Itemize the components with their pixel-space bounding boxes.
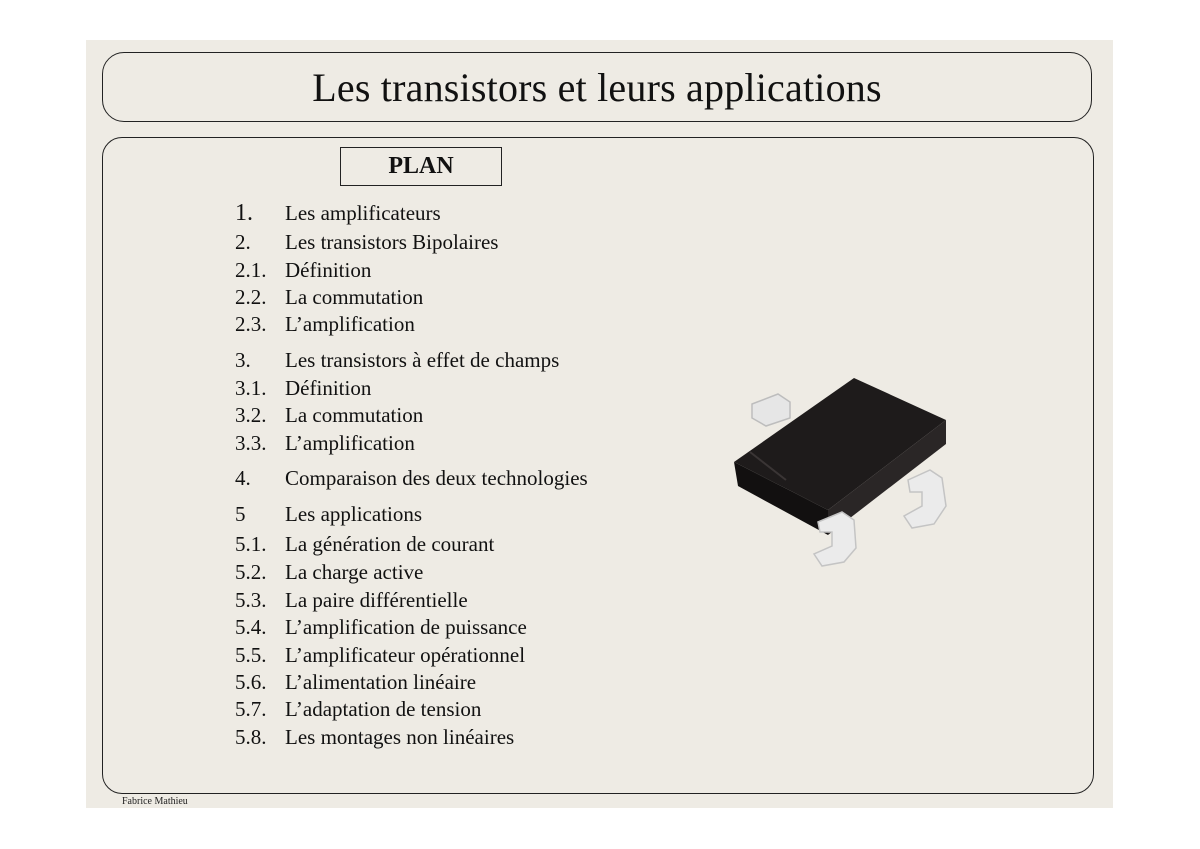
- toc-item: [235, 376, 371, 401]
- toc-label: L’amplification: [285, 312, 415, 336]
- toc-number: 3.: [235, 348, 251, 372]
- toc-item: [235, 285, 423, 310]
- toc-item: [235, 615, 527, 640]
- toc-label: La commutation: [285, 403, 424, 427]
- toc-label: Les transistors Bipolaires: [285, 230, 499, 254]
- toc-label: La commutation: [285, 285, 424, 309]
- toc-label: Les applications: [285, 502, 423, 526]
- toc-number: 5.8.: [235, 725, 267, 749]
- toc-number: 5.1.: [235, 532, 267, 556]
- toc-item: [235, 643, 525, 668]
- plan-heading: PLAN: [340, 147, 502, 186]
- toc-number: 2.2.: [235, 285, 267, 309]
- toc-number: 5.2.: [235, 560, 267, 584]
- title-box: [102, 52, 1092, 122]
- toc-number: 1.: [235, 200, 253, 226]
- toc-label: La paire différentielle: [285, 588, 468, 612]
- toc-label: Comparaison des deux technologies: [285, 466, 588, 490]
- toc-item: [235, 588, 468, 613]
- toc-label: La charge active: [285, 560, 424, 584]
- toc-item: [235, 403, 423, 428]
- toc-number: 2.1.: [235, 258, 267, 282]
- toc-item: [235, 560, 423, 585]
- toc-item: [235, 725, 514, 750]
- toc-number: 2.3.: [235, 312, 267, 336]
- toc-label: L’amplification de puissance: [285, 615, 527, 639]
- toc-number: 2.: [235, 230, 251, 254]
- author-footer: Fabrice Mathieu: [122, 796, 188, 807]
- toc-item: [235, 431, 415, 456]
- slide-title: Les transistors et leurs applications: [312, 64, 882, 110]
- toc-label: L’alimentation linéaire: [285, 670, 477, 694]
- toc-label: L’adaptation de tension: [285, 697, 482, 721]
- toc-item: [235, 230, 498, 255]
- toc-label: L’amplificateur opérationnel: [285, 643, 526, 667]
- toc-item: [235, 697, 481, 722]
- toc-item: [235, 670, 476, 695]
- toc-number: 5.7.: [235, 697, 267, 721]
- transistor-pin-left: [752, 394, 790, 426]
- transistor-pin-right: [904, 470, 946, 528]
- transistor-image: [716, 330, 956, 570]
- toc-item: [235, 466, 588, 491]
- toc-number: 3.2.: [235, 403, 267, 427]
- toc-label: Les amplificateurs: [285, 201, 441, 225]
- toc-label: Les montages non linéaires: [285, 725, 515, 749]
- toc-item: [235, 502, 422, 527]
- toc-number: 5.6.: [235, 670, 267, 694]
- toc-label: Définition: [285, 258, 372, 282]
- toc-number: 3.1.: [235, 376, 267, 400]
- slide: [86, 40, 1113, 808]
- toc-label: La génération de courant: [285, 532, 495, 556]
- toc-number: 5: [235, 502, 246, 526]
- toc-item: [235, 532, 494, 557]
- toc-item: [235, 312, 415, 337]
- toc-item: [235, 200, 441, 227]
- toc-label: L’amplification: [285, 431, 415, 455]
- toc-number: 5.4.: [235, 615, 267, 639]
- toc-label: Les transistors à effet de champs: [285, 348, 560, 372]
- toc-number: 5.3.: [235, 588, 267, 612]
- toc-item: [235, 348, 559, 373]
- toc-number: 4.: [235, 466, 251, 490]
- toc-number: 3.3.: [235, 431, 267, 455]
- toc-number: 5.5.: [235, 643, 267, 667]
- toc-item: [235, 258, 371, 283]
- toc-label: Définition: [285, 376, 372, 400]
